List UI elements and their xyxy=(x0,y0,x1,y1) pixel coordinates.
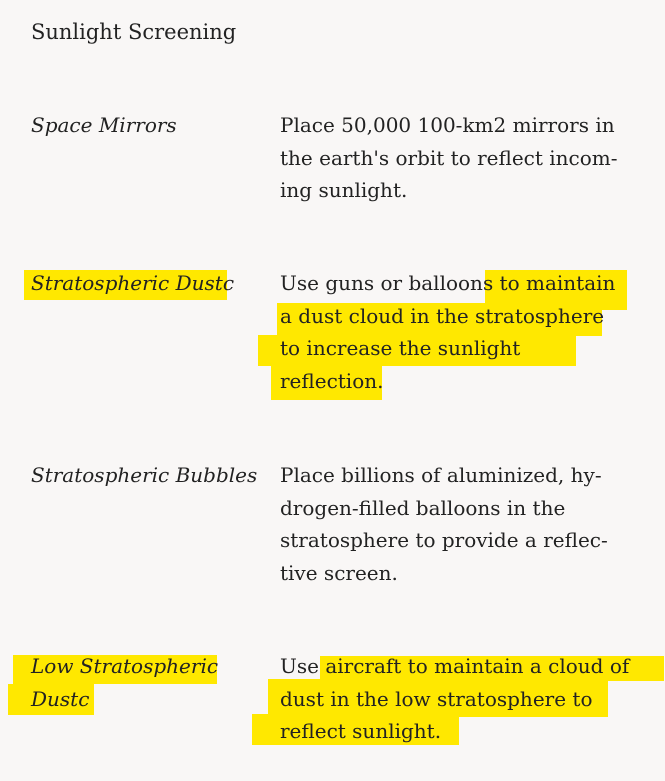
term-line: Stratospheric Dustc xyxy=(31,271,235,295)
term-stratospheric-dustc xyxy=(31,267,256,300)
term-line: Low Stratospheric xyxy=(31,654,219,678)
term-line: Stratospheric Bubbles xyxy=(31,463,258,487)
term-stratospheric-bubbles xyxy=(31,459,256,492)
term-line: Dustc xyxy=(31,686,90,711)
desc-stratospheric-bubbles xyxy=(280,459,640,589)
desc-line: drogen-filled balloons in the xyxy=(280,495,566,520)
desc-line: Use guns or balloons to maintain xyxy=(280,271,616,295)
desc-line: tive screen. xyxy=(280,560,398,585)
desc-line: reflect sunlight. xyxy=(280,719,442,743)
desc-line: Use aircraft to maintain a cloud of xyxy=(280,654,630,678)
term-space-mirrors xyxy=(31,109,256,142)
desc-line: dust in the low stratosphere to xyxy=(280,686,593,711)
desc-stratospheric-dustc xyxy=(280,267,640,397)
desc-line: ing sunlight. xyxy=(280,178,408,202)
desc-line: Place 50,000 100-km2 mirrors in xyxy=(280,113,615,137)
term-low-stratospheric-dustc xyxy=(31,650,256,715)
desc-space-mirrors xyxy=(280,109,640,207)
desc-line: reflection. xyxy=(280,368,384,393)
desc-line: a dust cloud in the stratosphere xyxy=(280,303,605,328)
desc-line: Place billions of aluminized, hy- xyxy=(280,463,602,487)
desc-line: stratosphere to provide a reflec- xyxy=(280,528,608,552)
term-line: Space Mirrors xyxy=(31,113,177,137)
desc-line: to increase the sunlight xyxy=(280,336,521,360)
desc-line: the earth's orbit to reflect incom- xyxy=(280,145,618,170)
desc-low-stratospheric-dustc xyxy=(280,650,640,748)
section-heading: Sunlight Screening xyxy=(31,20,237,44)
